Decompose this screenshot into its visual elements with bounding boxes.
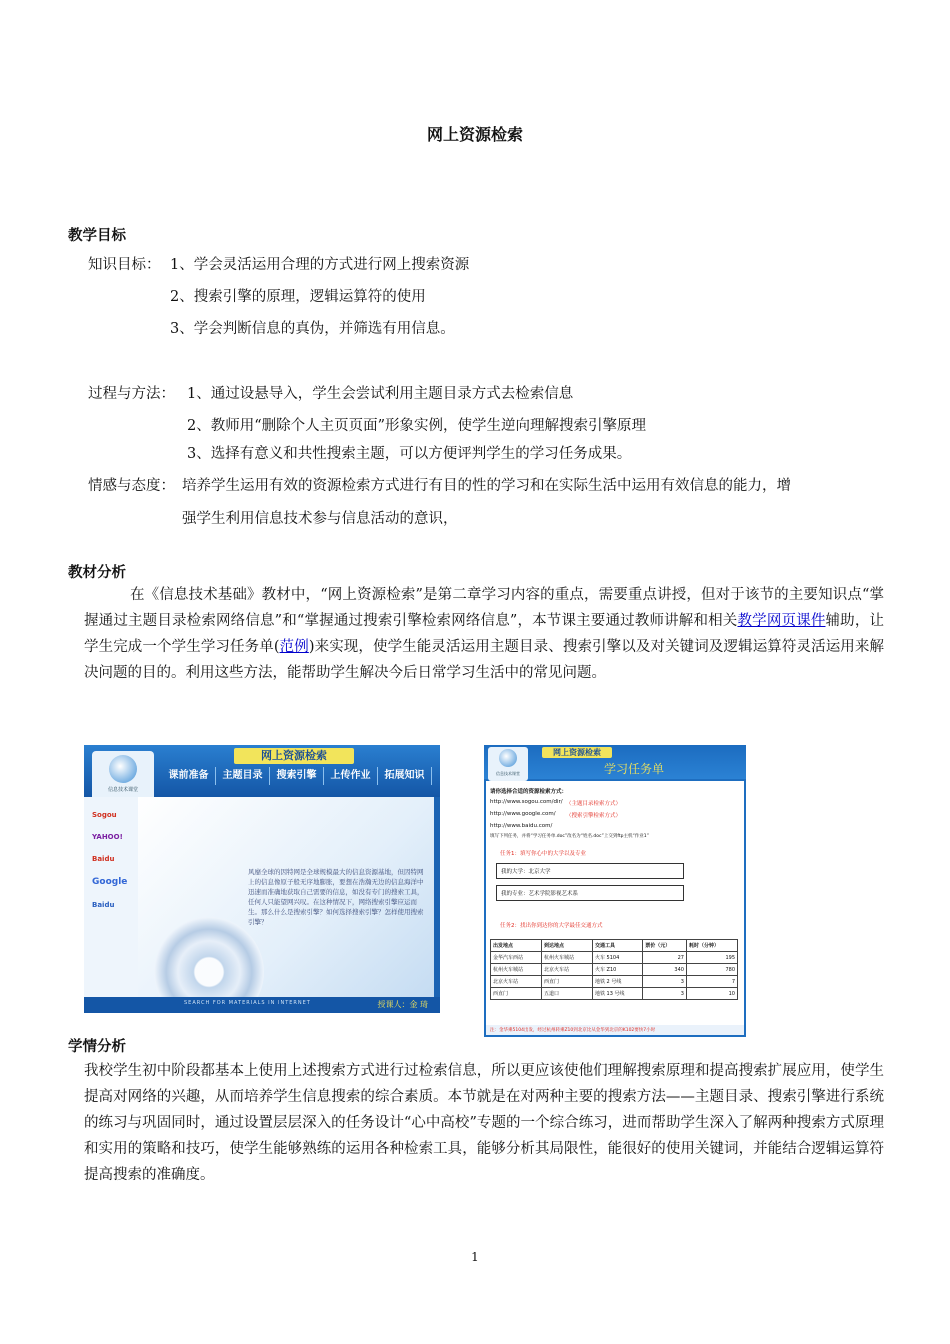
yahoo-logo: YAHOO! <box>92 833 123 841</box>
column-header: 耗时（分钟） <box>686 940 737 952</box>
column-header: 到达地点 <box>541 940 592 952</box>
table-cell: 西直门 <box>491 988 542 1000</box>
table-cell: 195 <box>686 952 737 964</box>
page-number: 1 <box>471 1250 479 1264</box>
table-row <box>491 952 738 964</box>
logo-text: 信息技术课堂 <box>107 787 138 793</box>
page-title: 网上资源检索 <box>426 125 523 144</box>
table-cell: 火车 5104 <box>592 952 642 964</box>
baidu-logo: Baidu <box>92 855 115 863</box>
materials-paragraph: 在《信息技术基础》教材中，“网上资源检索”是第二章学习内容的重点，需要重点讲授，但对于该节的主要知识点“掌握通过主题目录检索网络信息”和“掌握通过搜索引擎检索网络信息”，本节课主要通过教师讲解和相关教学网页课件辅助，让学生完成一个学生学习任务单(范例)来实现，使学生能灵活运用主题目录、搜索引擎以及对关键词及逻辑运算符灵活运用来解决问题的目的。利用这些方法，能帮助学生解决今后日常学习生活中的常见问题。 <box>84 587 885 681</box>
table-cell: 北京火车站 <box>491 976 542 988</box>
menu-item: 课前准备 <box>162 767 216 785</box>
answer-box <box>496 885 684 901</box>
process-item: 3、选择有意义和共性搜索主题，可以方便评判学生的学习任务成果。 <box>187 446 632 462</box>
table-cell: 3 <box>643 976 687 988</box>
intro-text: 风靡全球的因特网是全球规模最大的信息资源基地，但因特网上的信息像原子般无序地膨胀，要想在浩瀚无边的信息海洋中迅速而准确地获取自己需要的信息，如没有专门的搜索工具，任何人只能望网兴叹。在这种情况下，网络搜索引擎应运而生。那么什么是搜索引擎？如何选择搜索引擎？怎样使用搜索引擎？ <box>248 868 424 926</box>
footer-text: SEARCH FOR MATERIALS IN INTERNET <box>184 1000 311 1006</box>
menu-item: 搜索引擎 <box>270 767 324 785</box>
menu-item: 主题目录 <box>216 767 270 785</box>
knowledge-label: 知识目标： <box>88 257 161 273</box>
search-engine-list <box>84 797 138 1013</box>
materials-heading: 教材分析 <box>68 565 126 581</box>
table-cell: 7 <box>686 976 737 988</box>
table-cell: 地铁 2 号线 <box>592 976 642 988</box>
table-cell: 杭州火车城站 <box>541 952 592 964</box>
process-item: 1、通过设悬导入，学生会尝试利用主题目录方式去检索信息 <box>187 386 574 402</box>
table-cell: 金华汽车西站 <box>491 952 542 964</box>
instruction: 填写下列任务，并将“学习任务单.doc”改名为“姓名.doc”上交到ftp主机“作业1” <box>490 834 650 839</box>
table-cell: 27 <box>643 952 687 964</box>
footer-note: 注：金华乘5104出发，经过杭州转乘Z10到北京比从金华到北京的K102要快7小时 <box>490 1028 656 1033</box>
major: 我的专业：艺术学院影视艺术系 <box>501 891 579 897</box>
prompt: 请你选择合适的资源检索方式： <box>490 789 568 795</box>
footer-band <box>486 1025 744 1035</box>
screenshot-title: 网上资源检索 <box>542 747 612 758</box>
transport-table <box>490 939 738 1000</box>
knowledge-item: 1、学会灵活运用合理的方式进行网上搜索资源 <box>170 257 470 273</box>
menu-item: 上传作业 <box>324 767 378 785</box>
table-cell: 780 <box>686 964 737 976</box>
logo-text: 信息技术课堂 <box>496 771 520 776</box>
logo-icon <box>109 755 137 783</box>
courseware-screenshot <box>84 745 440 1013</box>
screenshot-content <box>138 797 434 997</box>
table-cell: 10 <box>686 988 737 1000</box>
screenshot-menu <box>162 767 432 785</box>
task1: 任务1：填写你心中的大学以及专业 <box>500 851 587 857</box>
url: http://www.google.com/ <box>490 811 556 817</box>
screenshot-title: 网上资源检索 <box>234 748 354 764</box>
author: 授课人：金 琦 <box>377 1000 428 1009</box>
table-cell: 3 <box>643 988 687 1000</box>
logo-icon <box>499 749 517 767</box>
task2: 任务2：找出你到达你的大学最佳交通方式 <box>500 923 603 929</box>
table-row <box>491 976 738 988</box>
table-row <box>491 964 738 976</box>
table-header <box>491 940 738 952</box>
baidu-logo: Baidu <box>92 901 115 909</box>
url-note: （搜索引擎检索方式） <box>566 813 622 819</box>
goals-heading: 教学目标 <box>68 228 126 244</box>
screenshot-subtitle: 学习任务单 <box>604 762 665 776</box>
answer-box <box>496 863 684 879</box>
process-label: 过程与方法： <box>88 386 175 402</box>
column-header: 票价（元） <box>643 940 687 952</box>
example-link[interactable]: 范例 <box>279 639 309 655</box>
table-cell: 西直门 <box>541 976 592 988</box>
url-note: （主题目录检索方式） <box>566 801 622 807</box>
table-cell: 北京火车站 <box>541 964 592 976</box>
knowledge-item: 3、学会判断信息的真伪，并筛选有用信息。 <box>170 321 455 337</box>
table-cell: 杭州火车城站 <box>491 964 542 976</box>
table-row <box>491 988 738 1000</box>
task-sheet-body <box>486 781 744 1035</box>
courseware-link[interactable]: 教学网页课件 <box>737 613 826 629</box>
menu-item: 拓展知识 <box>378 767 432 785</box>
table-cell: 地铁 13 号线 <box>592 988 642 1000</box>
table-cell: 五道口 <box>541 988 592 1000</box>
table-cell: 340 <box>643 964 687 976</box>
emotion-line: 培养学生运用有效的资源检索方式进行有目的性的学习和在实际生活中运用有效信息的能力，增 <box>182 478 791 494</box>
logo <box>488 747 528 781</box>
logo <box>92 751 154 801</box>
task-sheet-screenshot <box>484 745 746 1037</box>
column-header: 交通工具 <box>592 940 642 952</box>
screenshot-footer <box>84 997 440 1013</box>
students-heading: 学情分析 <box>68 1039 126 1055</box>
google-logo: Google <box>92 877 128 887</box>
university: 我的大学：北京大学 <box>501 869 551 875</box>
url: http://www.sogou.com/dir/ <box>490 799 563 805</box>
process-item: 2、教师用“删除个人主页页面”形象实例，使学生逆向理解搜索引擎原理 <box>187 418 647 434</box>
emotion-label: 情感与态度： <box>88 478 175 494</box>
table-cell: 火车 Z10 <box>592 964 642 976</box>
url: http://www.baidu.com/ <box>490 823 553 829</box>
students-paragraph: 我校学生初中阶段都基本上使用上述搜索方式进行过检索信息，所以更应该使他们理解搜索原理和提高搜索扩展应用，使学生提高对网络的兴趣，从而培养学生信息搜索的综合素质。本节就是在对两种主要的搜索方法——主题目录、搜索引擎进行系统的练习与巩固同时，通过设置层层深入的任务设计“心中高校”专题的一个综合练习，进而帮助学生深入了解两种搜索方式原理和实用的策略和技巧，使学生能够熟练的运用各种检索工具，能够分析其局限性，能很好的使用关键词，并能结合逻辑运算符提高搜索的准确度。 <box>84 1063 884 1183</box>
column-header: 出发地点 <box>491 940 542 952</box>
sogou-logo: Sogou <box>92 811 117 819</box>
emotion-line: 强学生利用信息技术参与信息活动的意识， <box>182 511 458 527</box>
knowledge-item: 2、搜索引擎的原理，逻辑运算符的使用 <box>170 289 426 305</box>
